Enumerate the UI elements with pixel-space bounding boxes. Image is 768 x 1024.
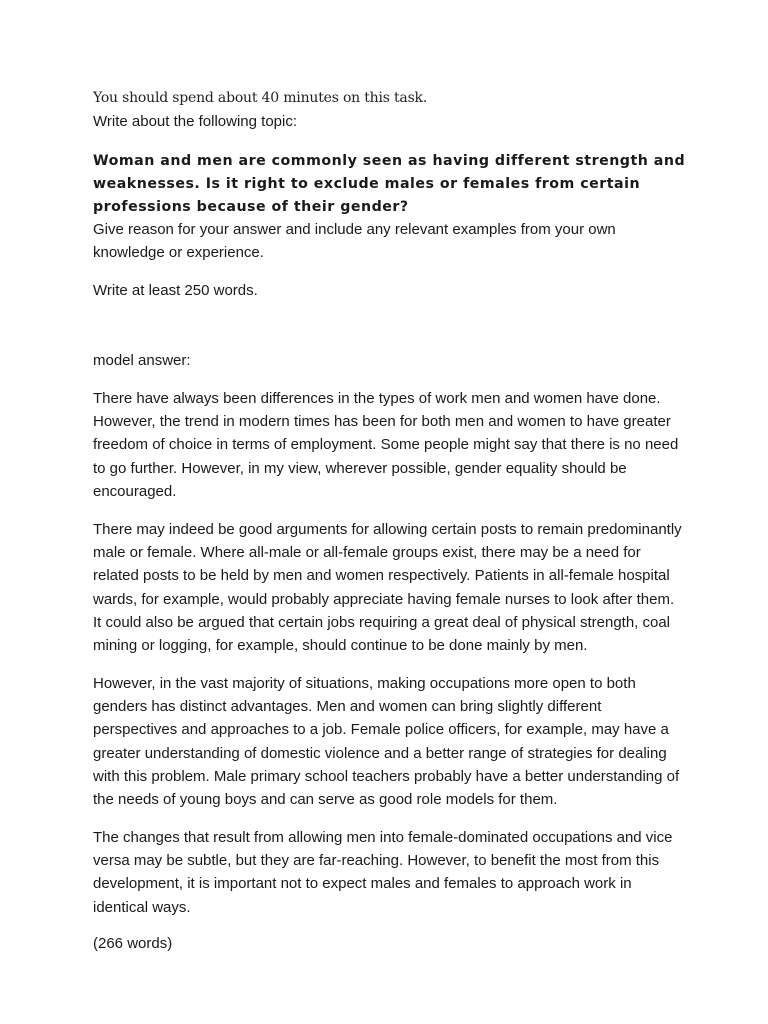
task-time-note: You should spend about 40 minutes on this task. [93,90,428,106]
word-count: (266 words) [93,935,173,952]
answer-paragraph-2: There may indeed be good arguments for allowing certain posts to remain predominantly male or female. Where all-male or all-female groups exist, there may be a need for related posts to be held by men and women respectively. Patients in all-female hospital wards, for example, would probably appreciate having female nurses to look after them. It could also be argued that certain jobs requiring a great deal of physical strength, coal mining or logging, for example, should continue to be done mainly by men. [93,521,682,655]
topic-label: Write about the following topic: [93,113,298,130]
model-answer-label: model answer: [93,352,191,369]
answer-paragraph-3: However, in the vast majority of situations, making occupations more open to both genders has distinct advantages. Men and women can bring slightly different perspectives and approaches to a job. Female police officers, for example, may have a greater understanding of domestic violence and a better range of strategies for dealing with this problem. Male primary school teachers probably have a better understanding of the needs of young boys and can serve as good role models for them. [93,675,680,809]
word-requirement: Write at least 250 words. [93,282,258,299]
answer-paragraph-1: There have always been differences in the types of work men and women have done. However, the trend in modern times has been for both men and women to have greater freedom of choice in terms of employment. Some people might say that there is no need to go further. However, in my view, wherever possible, gender equality should be encouraged. [93,390,679,500]
task-instruction: Give reason for your answer and include any relevant examples from your own knowledge or experience. [93,221,616,262]
answer-paragraph-4: The changes that result from allowing men into female-dominated occupations and vice versa may be subtle, but they are far-reaching. However, to benefit the most from this development, it is important not to expect males and females to approach work in identical ways. [93,829,673,916]
essay-question: Woman and men are commonly seen as having different strength and weaknesses. Is it right to exclude males or females from certain professions because of their gender? [93,153,686,215]
